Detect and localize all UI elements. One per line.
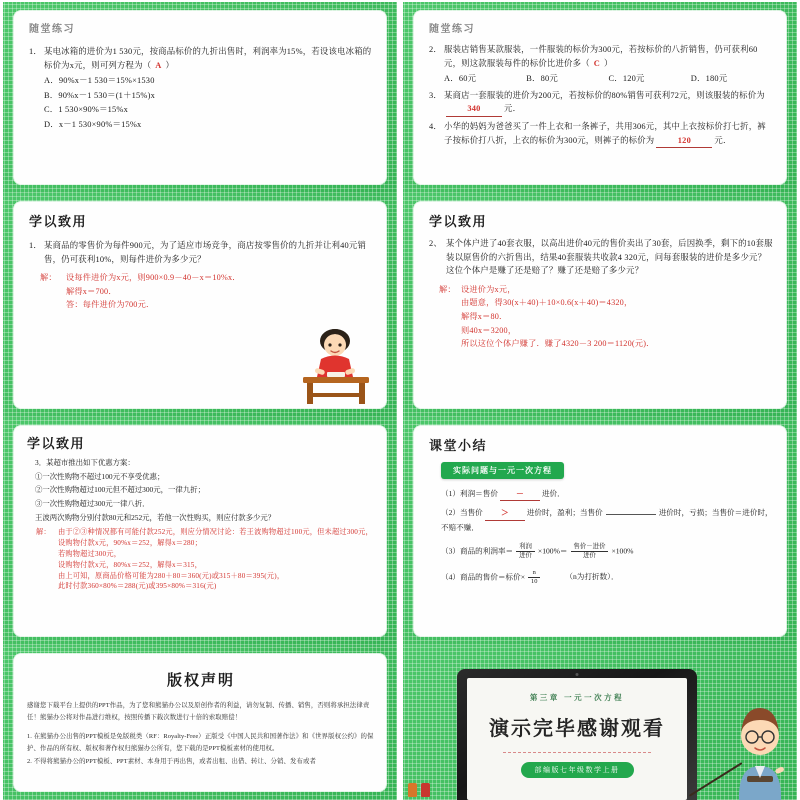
option-item[interactable]: C．1 530×90%＝15%x: [44, 105, 128, 115]
solution-lead: 解：: [40, 273, 57, 283]
fraction-denominator: 进价: [519, 551, 532, 559]
question-number: 3．: [429, 90, 442, 100]
question-list: [29, 45, 373, 132]
answer-blank[interactable]: 340: [446, 102, 502, 117]
slide-apply-2[interactable]: [400, 193, 800, 417]
solution-line: 解得x＝700．: [66, 286, 117, 296]
plan-item: ③一次性购物超过300元一律八折．: [35, 499, 150, 509]
pencil-icon: [408, 783, 417, 797]
solution-line: 所以这位个体户赚了．赚了4320－3 200＝1120(元)．: [461, 339, 655, 349]
solution-line: 设购物付款x元，90%x＝252，解得x＝280；: [58, 539, 202, 548]
option-item[interactable]: A．90%x－1 530＝15%×1530: [44, 76, 155, 86]
plan-item: ②一次性购物超过100元但不超过300元，一律九折；: [35, 485, 205, 495]
slide-content-card: [14, 654, 386, 791]
option-item[interactable]: A．60元: [444, 74, 477, 84]
summary-blank[interactable]: ＞: [485, 506, 525, 520]
copyright-title: 版权声明: [166, 671, 235, 689]
question-stem: 某电冰箱的进价为1 530元，按商品标价的九折出售时，利润率为15%，若设该电冰箱的标价为x元，则可列方程为（: [44, 47, 372, 70]
tablet-screen: [467, 678, 687, 800]
question-number: 4．: [429, 122, 442, 132]
chapter-label: 第三章 一元一次方程: [529, 693, 625, 702]
decoration-icons: [408, 783, 430, 797]
solution-line: [36, 527, 375, 538]
slide-content-card: [14, 426, 386, 636]
solution-line: 则40x＝3200，: [461, 325, 517, 335]
answer-mark: A: [155, 60, 162, 70]
final-slide-body: [400, 645, 800, 800]
question-item: [429, 89, 773, 117]
tablet-frame: [457, 669, 697, 800]
answer-mark: C: [593, 58, 601, 68]
summary-blank-empty[interactable]: [606, 507, 656, 515]
slide-content-card: [14, 202, 386, 408]
summary-item: [441, 543, 773, 560]
slide-exercises-1[interactable]: [0, 0, 400, 193]
question-list: [429, 237, 773, 278]
solution-text: 设进价为x元，: [461, 284, 516, 294]
option-row: [444, 72, 773, 86]
question-list: [429, 43, 773, 148]
summary-mid: ×100%＝: [537, 546, 568, 556]
question-text: 某商品的零售价为每件900元，为了适应市场竞争，商店按零售价的九折并让利40元销售，仍可获利10%，则每件进价为多少元？: [44, 241, 367, 264]
fraction-profit-over-cost: [516, 543, 535, 560]
slide-header: 学以致用: [429, 215, 488, 230]
summary-prefix: （2）当售价: [441, 508, 483, 518]
question-stem: 小华的妈妈为爸爸买了一件上衣和一条裤子，共用306元，其中上衣按标价打七折，裤子按标价打八折，上衣的标价为300元，则裤子的标价为: [444, 122, 766, 145]
slide-header: 随堂练习: [29, 24, 75, 35]
answer-blank[interactable]: 120: [656, 134, 712, 149]
slide-header: 学以致用: [27, 437, 86, 452]
summary-blank[interactable]: －: [500, 487, 540, 501]
question-text: [444, 43, 773, 70]
solution-line: 由题意，得30(x＋40)＋10×0.6(x＋40)＝4320，: [461, 298, 633, 308]
plan-item: 王波两次购物分别付款80元和252元，若他一次性购买，则应付款多少元？: [35, 512, 276, 522]
question-number: 1．: [29, 47, 42, 56]
question-text: 某个体户进了40套衣服，以高出进价40元的售价卖出了30套，后因换季，剩下的10套服装以原售价的六折售出，结果40套服装共收款4 320元，问每套服装的进价是多少元？这位个体户是赚了还是赔了？赚了还是赔了多少元？: [446, 239, 773, 276]
summary-suffix: 进价．: [541, 489, 565, 498]
copyright-clause: 2. 不得将熊猫办公的PPT模板、PPT素材、本身用于再出售，或者出租、出借、转让、分销、发布或者: [27, 757, 316, 765]
option-item[interactable]: D．x－1 530×90%＝15%x: [44, 120, 142, 130]
question-stem: [35, 456, 375, 470]
copyright-clause: 1. 在熊猫办公出售的PPT模板是免版税类（RF：Royalty-Free）正版受《中国人民共和国著作法》和《世界版权公约》的保护、作品的所有权、版权和著作权归熊猫办公所有，您下载的是PPT模板素材的使用权。: [27, 732, 374, 753]
solution-line: [439, 283, 773, 297]
fraction-denominator: 10: [531, 577, 538, 585]
summary-item: [441, 487, 773, 501]
solution-line: 此时付款360×80%＝288(元)或395×80%＝316(元): [58, 582, 217, 591]
solution-text: 设每件进价为x元，则900×0.9－40－x＝10%x．: [66, 273, 241, 283]
slide-content-card: [414, 202, 786, 408]
camera-icon: [576, 673, 579, 676]
question-tail: ）: [604, 58, 613, 68]
question-tail: ）: [165, 60, 175, 70]
summary-suffix: ×100%: [611, 546, 634, 556]
solution-text: 由于②③种情况都有可能付款252元，则应分情况讨论：若王波购物超过100元，但未超过300元，: [58, 528, 373, 537]
slide-header: 课堂小结: [429, 439, 488, 454]
slide-summary[interactable]: [400, 417, 800, 645]
question-tail: 元．: [504, 104, 522, 114]
solution-line: 解得x＝80．: [461, 312, 508, 322]
plan-list: [35, 456, 375, 524]
question-text: [44, 45, 373, 72]
divider: [503, 752, 651, 753]
question-text: [444, 89, 773, 117]
question-item: [29, 239, 373, 266]
slide-copyright[interactable]: [0, 645, 400, 800]
slide-exercises-2[interactable]: [400, 0, 800, 193]
option-item[interactable]: D．180元: [690, 74, 728, 84]
slide-apply-3[interactable]: [0, 417, 400, 645]
student-at-desk-illustration: [287, 311, 383, 406]
question-item: [429, 237, 773, 278]
question-text: 某超市推出如下优惠方案：: [46, 458, 135, 467]
summary-mid: 进价时，盈利；当售价: [526, 508, 603, 518]
question-number: 1．: [29, 241, 42, 250]
solution-block: [40, 271, 373, 312]
question-item: [429, 120, 773, 148]
summary-prefix: （3）商品的利润率＝: [441, 546, 514, 556]
slide-content-card: [414, 426, 786, 636]
summary-item: [441, 569, 773, 586]
slide-content-card: [414, 11, 786, 184]
slide-apply-1[interactable]: [0, 193, 400, 417]
book-icon: [421, 783, 430, 797]
solution-line: 答：每件进价为700元．: [66, 300, 155, 310]
fraction-numerator: 售价－进价: [571, 543, 609, 552]
question-list: [29, 239, 373, 266]
option-item[interactable]: C．120元: [608, 74, 645, 84]
solution-line: 若购物超过300元，: [58, 550, 122, 559]
solution-line: 设购物付款x元，80%x＝252，解得x＝315，: [58, 560, 202, 569]
summary-topic-pill: 实际问题与一元一次方程: [441, 462, 564, 479]
summary-prefix: （4）商品的售价＝标价×: [441, 572, 526, 582]
solution-lead: 解：: [439, 284, 456, 294]
solution-block: [36, 527, 375, 592]
question-item: [429, 43, 773, 70]
solution-block: [439, 283, 773, 351]
thank-you-title: 演示完毕感谢观看: [489, 716, 665, 740]
question-number: 2、: [429, 239, 442, 248]
question-stem: 服装店销售某款服装，一件服装的标价为300元，若按标价的八折销售，仍可获利60元，则这款服装每件的标价比进价多（: [444, 45, 758, 68]
solution-line: [40, 271, 373, 285]
summary-suffix: （n为打折数）．: [565, 572, 619, 582]
copyright-intro: 感谢您下载平台上提供的PPT作品，为了您和熊猫办公以及原创作者的利益，请勿复制、传播、销售，否则将承担法律责任！熊猫办公将对作品进行维权，按照传播下载次数进行十倍的索取赔偿！: [27, 702, 370, 722]
fraction-discount: [528, 569, 540, 586]
summary-suffix: 进价时，亏损；当售价＝进价时，不赔不赚．: [441, 508, 773, 532]
question-number: 2．: [429, 45, 442, 54]
option-item[interactable]: B．90%x－1 530＝(1＋15%)x: [44, 90, 155, 100]
question-text: [444, 120, 773, 148]
slide-final[interactable]: [400, 645, 800, 800]
fraction-numerator: 利润: [516, 543, 535, 552]
question-stem: 某商店一套服装的进价为200元，若按标价的80%销售可获利72元，则该服装的标价为: [444, 90, 765, 100]
summary-prefix: （1）利润＝售价: [441, 489, 498, 498]
slide-header: 学以致用: [29, 215, 88, 230]
solution-line: 由上可知，原商品价格可能为280＋80＝360(元)或315＋80＝395(元)，: [58, 571, 285, 580]
edition-badge: 部编版七年级数学上册: [521, 762, 634, 778]
fraction-numerator: n: [528, 569, 540, 578]
question-tail: 元．: [714, 135, 732, 145]
teacher-illustration: [725, 688, 795, 800]
slide-header: 随堂练习: [429, 24, 475, 35]
slide-content-card: [14, 11, 386, 184]
fraction-denominator: 进价: [583, 551, 596, 559]
question-number: 3．: [35, 458, 47, 467]
option-item[interactable]: B．80元: [526, 74, 558, 84]
plan-item: ①一次性购物不超过100元不享受优惠；: [35, 471, 165, 481]
summary-item: [441, 506, 773, 534]
fraction-margin-over-cost: [571, 543, 609, 560]
solution-lead: 解：: [36, 528, 51, 537]
question-item: [29, 45, 373, 72]
